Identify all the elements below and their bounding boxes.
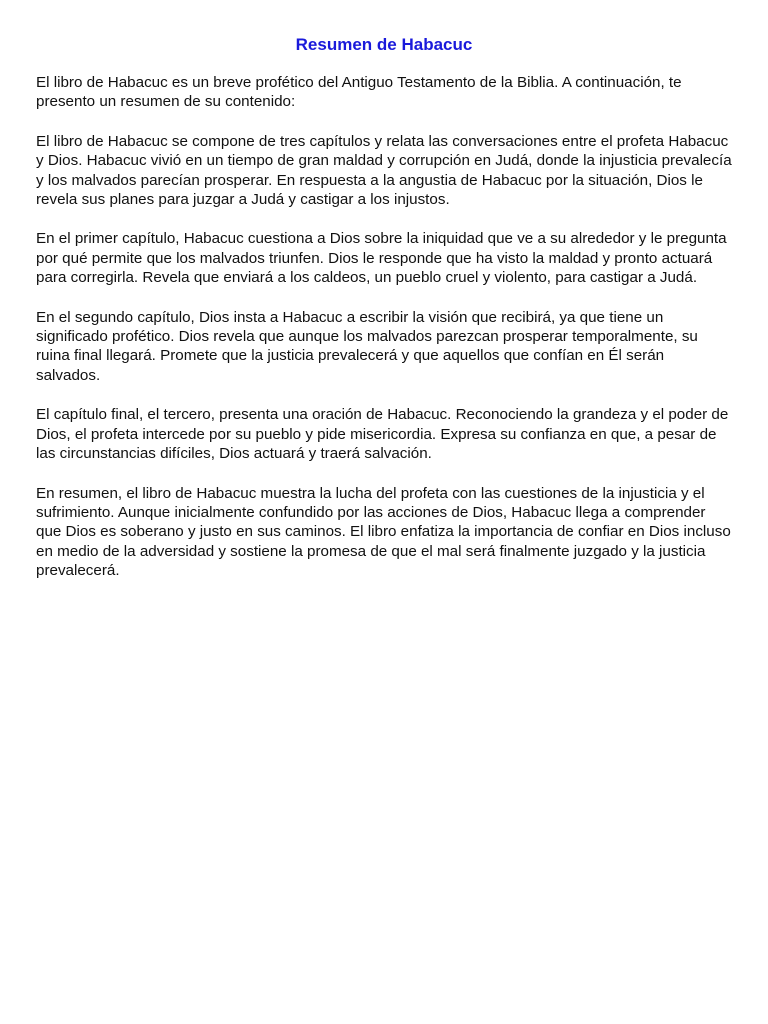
paragraph-overview: El libro de Habacuc se compone de tres capítulos y relata las conversaciones entre el profeta Habacuc y Dios. Habacuc vivió en un tiempo de gran maldad y corrupción en Judá, donde la injusticia prevalecía y los malvados parecían prosperar. En respuesta a la angustia de Habacuc por la situación, Dios le revela sus planes para juzgar a Judá y castigar a los injustos. <box>36 132 732 209</box>
paragraph-chapter-2: En el segundo capítulo, Dios insta a Habacuc a escribir la visión que recibirá, ya que tiene un significado profético. Dios revela que aunque los malvados parezcan prosperar temporalmente, su ruina final llegará. Promete que la justicia prevalecerá y que aquellos que confían en Él serán salvados. <box>36 308 698 384</box>
paragraph-intro: El libro de Habacuc es un breve profético del Antiguo Testamento de la Biblia. A continuación, te presento un resumen de su contenido: <box>36 74 682 111</box>
paragraph-chapter-1: En el primer capítulo, Habacuc cuestiona a Dios sobre la iniquidad que ve a su alrededor y le pregunta por qué permite que los malvados triunfen. Dios le responde que ha visto la maldad y pronto actuará para corregirla. Revela que enviará a los caldeos, un pueblo cruel y violento, para castigar a Judá. <box>36 230 727 287</box>
document-title: Resumen de Habacuc <box>295 35 473 54</box>
paragraph-chapter-3: El capítulo final, el tercero, presenta una oración de Habacuc. Reconociendo la grandeza y el poder de Dios, el profeta intercede por su pueblo y pide misericordia. Expresa su confianza en que, a pesar de las circunstancias difíciles, Dios actuará y traerá salvación. <box>36 406 729 463</box>
paragraph-summary: En resumen, el libro de Habacuc muestra la lucha del profeta con las cuestiones de la injusticia y el sufrimiento. Aunque inicialmente confundido por las acciones de Dios, Habacuc llega a comprender que Dios es soberano y justo en sus caminos. El libro enfatiza la importancia de confiar en Dios incluso en medio de la adversidad y sostiene la promesa de que el mal será finalmente juzgado y la justicia prevalecerá. <box>36 484 731 580</box>
